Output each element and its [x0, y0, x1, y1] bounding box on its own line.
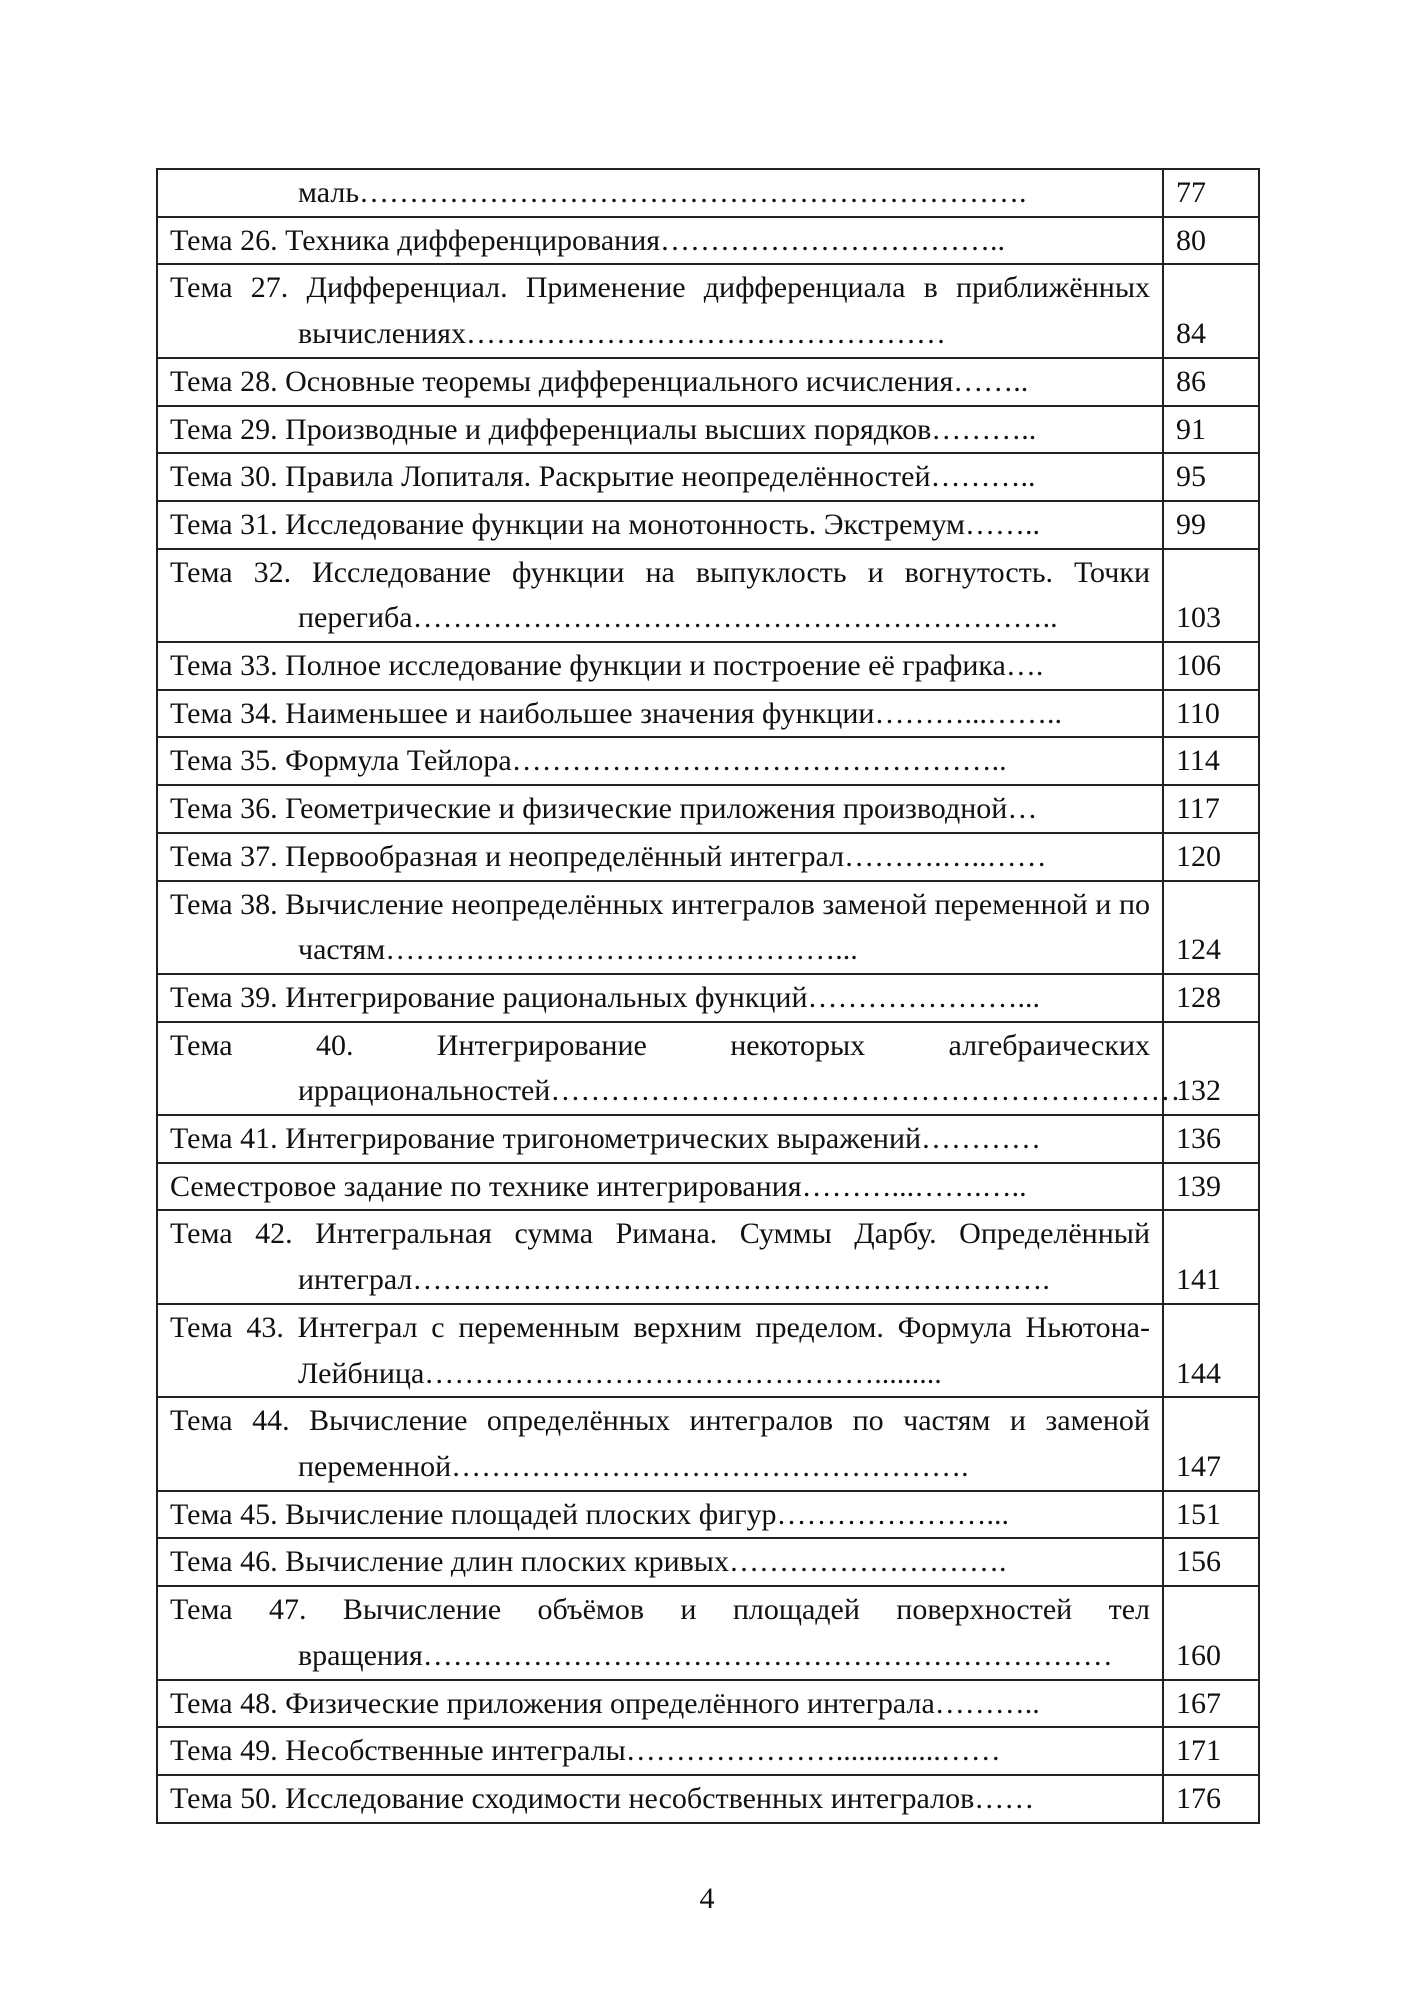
toc-page-number: 136	[1176, 1122, 1221, 1156]
toc-page-number: 99	[1176, 507, 1206, 541]
toc-row	[157, 1210, 1259, 1303]
page-number: 4	[699, 1882, 715, 1915]
toc-title-cell	[157, 785, 1163, 833]
toc-page-number: 132	[1176, 1074, 1221, 1108]
toc-page-cell	[1163, 264, 1259, 357]
toc-title-cell	[157, 833, 1163, 881]
toc-title-cell	[157, 1022, 1188, 1115]
toc-row	[157, 1775, 1259, 1823]
toc-page-cell	[1163, 1775, 1259, 1823]
toc-entry-title: Семестровое задание по технике интегрирования………...…….…..	[170, 1169, 1027, 1203]
toc-page-number: 171	[1176, 1734, 1221, 1768]
toc-page-number: 124	[1176, 933, 1221, 967]
toc-page-cell	[1163, 1680, 1259, 1728]
toc-page-cell	[1163, 1538, 1259, 1586]
toc-title-cell	[157, 501, 1163, 549]
toc-page-number: 167	[1176, 1686, 1221, 1720]
toc-title-cell	[157, 1115, 1163, 1163]
toc-body	[157, 169, 1259, 1823]
toc-page-cell	[1163, 642, 1259, 690]
toc-row	[157, 1491, 1259, 1539]
toc-entry-title: Тема 45. Вычисление площадей плоских фигур…………………...	[170, 1497, 1010, 1531]
toc-title-cell	[157, 264, 1163, 357]
toc-title-cell	[157, 1397, 1163, 1490]
toc-row	[157, 1727, 1259, 1775]
toc-row	[157, 169, 1259, 217]
toc-title-cell	[157, 1775, 1163, 1823]
toc-page-cell	[1163, 1586, 1259, 1679]
toc-page-number: 77	[1176, 176, 1206, 209]
toc-entry-title: Тема 33. Полное исследование функции и построение её графика….	[170, 649, 1044, 683]
toc-page-number: 91	[1176, 412, 1206, 446]
toc-row	[157, 358, 1259, 406]
toc-row	[157, 833, 1259, 881]
toc-entry-title: Тема 38. Вычисление неопределённых интегралов заменой переменной и по частям………………………………………...	[170, 887, 1150, 967]
toc-title-cell	[157, 881, 1163, 974]
toc-entry-title: Тема 31. Исследование функции на монотонность. Экстремум……..	[170, 507, 1041, 541]
toc-title-cell	[157, 737, 1163, 785]
toc-row	[157, 642, 1259, 690]
toc-row	[157, 1115, 1259, 1163]
toc-page-cell	[1163, 453, 1259, 501]
toc-row	[157, 1304, 1259, 1397]
toc-entry-title: Тема 48. Физические приложения определённого интеграла………..	[170, 1686, 1040, 1720]
toc-entry-title: Тема 36. Геометрические и физические приложения производной…	[170, 792, 1038, 826]
toc-page-cell	[1163, 690, 1259, 738]
toc-entry-title: Тема 46. Вычисление длин плоских кривых……………………….	[170, 1545, 1007, 1579]
toc-row	[157, 453, 1259, 501]
toc-title-cell	[157, 358, 1163, 406]
toc-page-number: 141	[1176, 1263, 1221, 1297]
toc-row	[157, 737, 1259, 785]
toc-page-cell	[1163, 881, 1259, 974]
toc-row	[157, 1586, 1259, 1679]
toc-title-cell	[157, 1163, 1163, 1211]
toc-page-cell	[1163, 833, 1259, 881]
toc-title-cell	[157, 1304, 1163, 1397]
toc-entry-title: Тема 47. Вычисление объёмов и площадей поверхностей тел вращения……………………………………………………………	[170, 1593, 1150, 1672]
toc-entry-title: Тема 49. Несобственные интегралы…………………..............……	[170, 1734, 1001, 1768]
toc-page-number: 120	[1176, 839, 1221, 873]
toc-page-cell	[1163, 217, 1259, 265]
toc-page-number: 84	[1176, 317, 1206, 351]
toc-page-number: 151	[1176, 1497, 1221, 1531]
toc-page-number: 147	[1176, 1449, 1221, 1483]
toc-title-cell	[157, 406, 1163, 454]
toc-page-cell	[1163, 169, 1259, 217]
toc-page-cell	[1163, 1304, 1259, 1397]
toc-row	[157, 974, 1259, 1022]
toc-entry-title: Тема 27. Дифференциал. Применение дифференциала в приближённых вычислениях…………………………………………	[170, 271, 1150, 351]
toc-title-cell	[157, 549, 1163, 642]
toc-page-number: 160	[1176, 1638, 1221, 1672]
toc-page-number: 106	[1176, 649, 1221, 683]
toc-page-number: 144	[1176, 1356, 1221, 1390]
toc-title-cell	[157, 1538, 1163, 1586]
toc-page-cell	[1163, 1727, 1259, 1775]
toc-title-cell	[157, 217, 1163, 265]
toc-entry-title: Тема 28. Основные теоремы дифференциального исчисления……..	[170, 364, 1029, 398]
toc-row	[157, 264, 1259, 357]
toc-row	[157, 1163, 1259, 1211]
toc-page-number: 156	[1176, 1545, 1221, 1579]
toc-page-cell	[1163, 1491, 1259, 1539]
toc-title-cell	[157, 1680, 1163, 1728]
toc-title-cell	[157, 1210, 1163, 1303]
toc-title-cell	[157, 974, 1163, 1022]
toc-row	[157, 1022, 1259, 1115]
toc-page-number: 114	[1176, 744, 1220, 778]
toc-page-cell	[1163, 501, 1259, 549]
toc-entry-title: Тема 42. Интегральная сумма Римана. Суммы Дарбу. Определённый интеграл……………………………………………………….	[170, 1217, 1150, 1297]
toc-title-cell	[157, 453, 1163, 501]
toc-row	[157, 785, 1259, 833]
toc-row	[157, 1538, 1259, 1586]
toc-page-number: 110	[1176, 696, 1220, 730]
toc-row	[157, 1680, 1259, 1728]
toc-title-cell	[157, 690, 1163, 738]
toc-row	[157, 217, 1259, 265]
toc-entry-title: Тема 41. Интегрирование тригонометрических выражений…………	[170, 1122, 1042, 1156]
toc-page-number: 117	[1176, 792, 1220, 826]
table-of-contents	[156, 168, 1260, 1824]
toc-entry-title: Тема 34. Наименьшее и наибольшее значения функции………...……..	[170, 696, 1062, 730]
toc-entry-title: Тема 43. Интеграл с переменным верхним пределом. Формула Ньютона-Лейбница……………………………………….........	[170, 1310, 1150, 1390]
toc-page-cell	[1163, 358, 1259, 406]
toc-entry-title: Тема 30. Правила Лопиталя. Раскрытие неопределённостей………..	[170, 460, 1036, 494]
toc-page-cell	[1163, 1115, 1259, 1163]
toc-title-cell	[157, 1727, 1163, 1775]
toc-title-cell	[157, 169, 1163, 217]
toc-entry-title: Тема 35. Формула Тейлора…………………………………………..	[170, 744, 1007, 778]
toc-entry-title: Тема 37. Первообразная и неопределённый интеграл……….…..……	[170, 839, 1047, 873]
toc-page-cell	[1163, 549, 1259, 642]
toc-page-number: 103	[1176, 601, 1221, 635]
toc-row	[157, 1397, 1259, 1490]
toc-page-number: 176	[1176, 1781, 1221, 1815]
toc-page-cell	[1163, 1022, 1259, 1115]
toc-entry-title: Тема 39. Интегрирование рациональных функций…………………...	[170, 980, 1041, 1014]
toc-page-number: 128	[1176, 980, 1221, 1014]
toc-page-cell	[1163, 1397, 1259, 1490]
toc-entry-title: Тема 29. Производные и дифференциалы высших порядков………..	[170, 412, 1037, 446]
toc-page-number: 86	[1176, 364, 1206, 398]
toc-page-number: 139	[1176, 1169, 1221, 1203]
toc-entry-title: Тема 50. Исследование сходимости несобственных интегралов……	[170, 1781, 1035, 1815]
toc-entry-title: Тема 44. Вычисление определённых интегралов по частям и заменой переменной…………………………………………….	[170, 1404, 1150, 1483]
toc-page-cell	[1163, 785, 1259, 833]
toc-title-cell	[157, 1491, 1163, 1539]
toc-entry-title: маль………………………………………………………….	[298, 176, 1027, 209]
toc-row	[157, 549, 1259, 642]
toc-entry-title: Тема 40. Интегрирование некоторых алгебраических иррациональностей……………………………………………………….	[170, 1028, 1188, 1108]
toc-page-cell	[1163, 974, 1259, 1022]
toc-page-cell	[1163, 1210, 1259, 1303]
toc-page-cell	[1163, 737, 1259, 785]
toc-page-cell	[1163, 1163, 1259, 1211]
toc-row	[157, 881, 1259, 974]
toc-page-number: 80	[1176, 223, 1206, 257]
toc-page-cell	[1163, 406, 1259, 454]
toc-entry-title: Тема 26. Техника дифференцирования……………………………..	[170, 223, 1006, 257]
toc-row	[157, 690, 1259, 738]
toc-title-cell	[157, 1586, 1163, 1679]
toc-title-cell	[157, 642, 1163, 690]
toc-page-number: 95	[1176, 460, 1206, 494]
toc-row	[157, 501, 1259, 549]
toc-row	[157, 406, 1259, 454]
toc-entry-title: Тема 32. Исследование функции на выпуклость и вогнутость. Точки перегиба………………………………………………………..	[170, 555, 1150, 635]
